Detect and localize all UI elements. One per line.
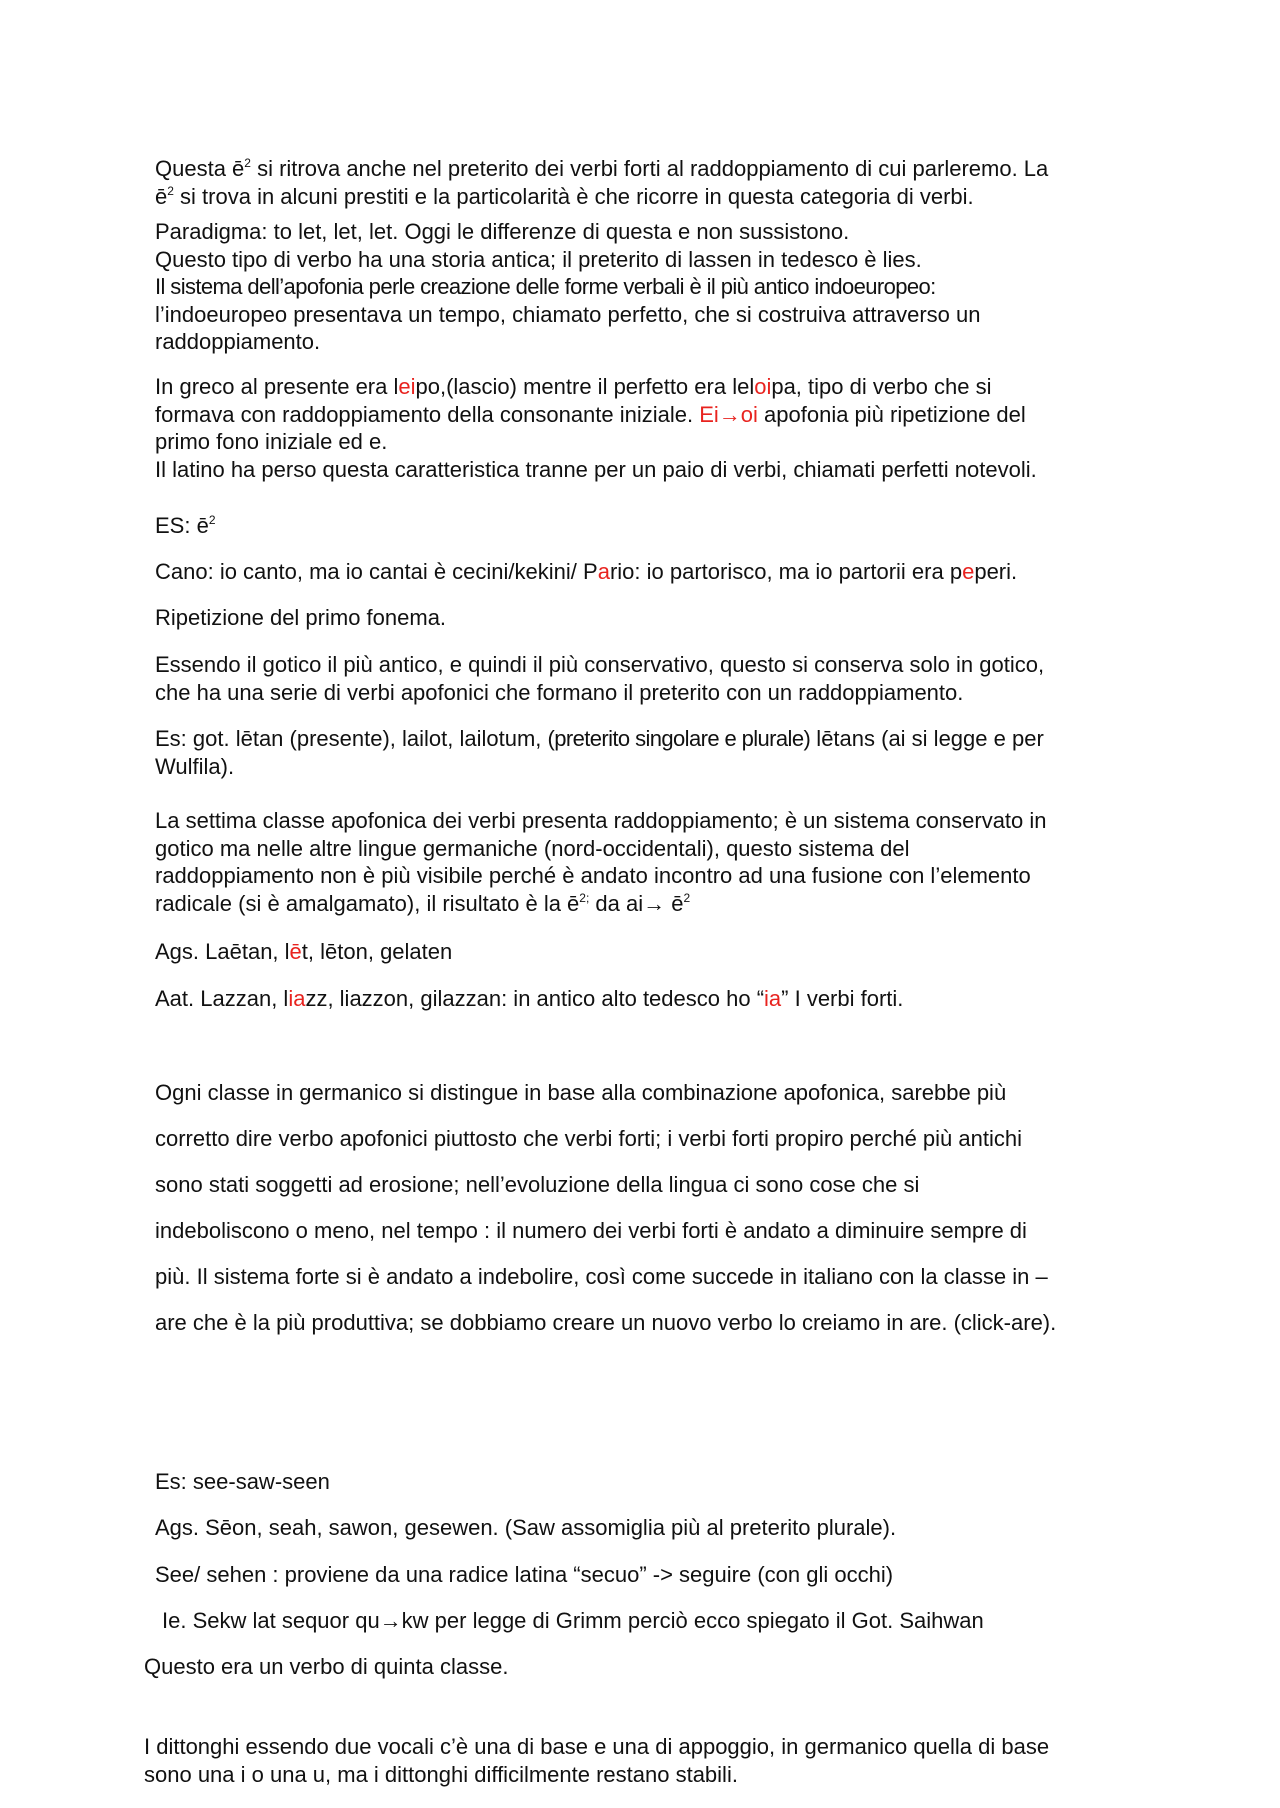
paragraph-ogni-classe: Ogni classe in germanico si distingue in base alla combinazione apofonica, sarebbe più corretto dire verbo apofonici piuttosto che verbi forti; i verbi forti propiro perché più antichi sono stati soggetti ad erosione; nell’evoluzione della lingua ci sono cose che si indeboliscono o meno, nel tempo : il numero dei verbi forti è andato a diminuire sempre di più. Il sistema forte si è andato a indebolire, così come succede in italiano con la classe in – are che è la più produttiva; se dobbiamo creare un nuovo verbo lo creiamo in are. (click-are). <box>155 1080 1057 1335</box>
paragraph-ags-seon: Ags. Sēon, seah, sawon, gesewen. (Saw assomiglia più al preterito plurale). <box>155 1515 897 1540</box>
paragraph-es-see: Es: see-saw-seen <box>155 1469 330 1494</box>
paragraph-e2-preterito: Questa $ē^2$ si ritrova anche nel preterito dei verbi forti al raddoppiamento di cui parleremo. La $ē^2$ si trova in alcuni prestiti e la particolarità è che ricorre in questa categoria di verbi. <box>155 156 1049 209</box>
paragraph-aat-lazzan: Aat. Lazzan, liazz, liazzon, gilazzan: in antico alto tedesco ho “ia” I verbi forti. <box>155 986 904 1011</box>
paragraph-es-e2: ES: $ē^2$ <box>155 513 216 538</box>
paragraph-gotico: Essendo il gotico il più antico, e quindi il più conservativo, questo si conserva solo in gotico, che ha una serie di verbi apofonici che formano il preterito con un raddoppiamento. <box>155 652 1045 705</box>
paragraph-ripetizione: Ripetizione del primo fonema. <box>155 605 447 630</box>
paragraph-see-sehen: See/ sehen : proviene da una radice latina “secuo” -> seguire (con gli occhi) <box>155 1562 894 1587</box>
paragraph-dittonghi: I dittonghi essendo due vocali c’è una di base e una di appoggio, in germanico quella di base sono una i o una u, ma i dittonghi difficilmente restano stabili. <box>144 1734 1050 1787</box>
paragraph-settima-classe: La settima classe apofonica dei verbi presenta raddoppiamento; è un sistema conservato in gotico ma nelle altre lingue germaniche (nord-occidentali), questo sistema del raddoppiamento non è più visibile perché è andato incontro ad una fusione con l’elemento radicale (si è amalgamato), il risultato è la $ē^{2;}$ da $ai\to ē^2$ <box>155 808 1047 916</box>
paragraph-ags-laetan: Ags. Laētan, lēt, lēton, gelaten <box>155 939 453 964</box>
paragraph-es-got: Es: got. lētan (presente), lailot, lailotum, (preterito singolare e plurale) lētans (ai si legge e per Wulfila). <box>155 726 1044 779</box>
paragraph-ie-sekw: Ie. Sekw lat sequor qu→kw per legge di Grimm perciò ecco spiegato il Got. Saihwan <box>162 1608 984 1633</box>
paragraph-cano: Cano: io canto, ma io cantai è cecini/kekini/ Pario: io partorisco, ma io partorii era peperi. <box>155 559 1018 584</box>
paragraph-greco: In greco al presente era leipo,(lascio) mentre il perfetto era leloipa, tipo di verbo che si formava con raddoppiamento della consonante iniziale. Ei→oi apofonia più ripetizione del primo fono iniziale ed e. Il latino ha perso questa caratteristica tranne per un paio di verbi, chiamati perfetti notevoli. <box>155 374 1037 482</box>
paragraph-quinta-classe: Questo era un verbo di quinta classe. <box>144 1654 509 1679</box>
paragraph-paradigma: Paradigma: to let, let, let. Oggi le differenze di questa e non sussistono. Questo tipo di verbo ha una storia antica; il preterito di lassen in tedesco è lies. Il sistema dell’apofonia perle creazione delle forme verbali è il più antico indoeuropeo: l’indoeuropeo presentava un tempo, chiamato perfetto, che si costruiva attraverso un raddoppiamento. <box>155 219 981 354</box>
